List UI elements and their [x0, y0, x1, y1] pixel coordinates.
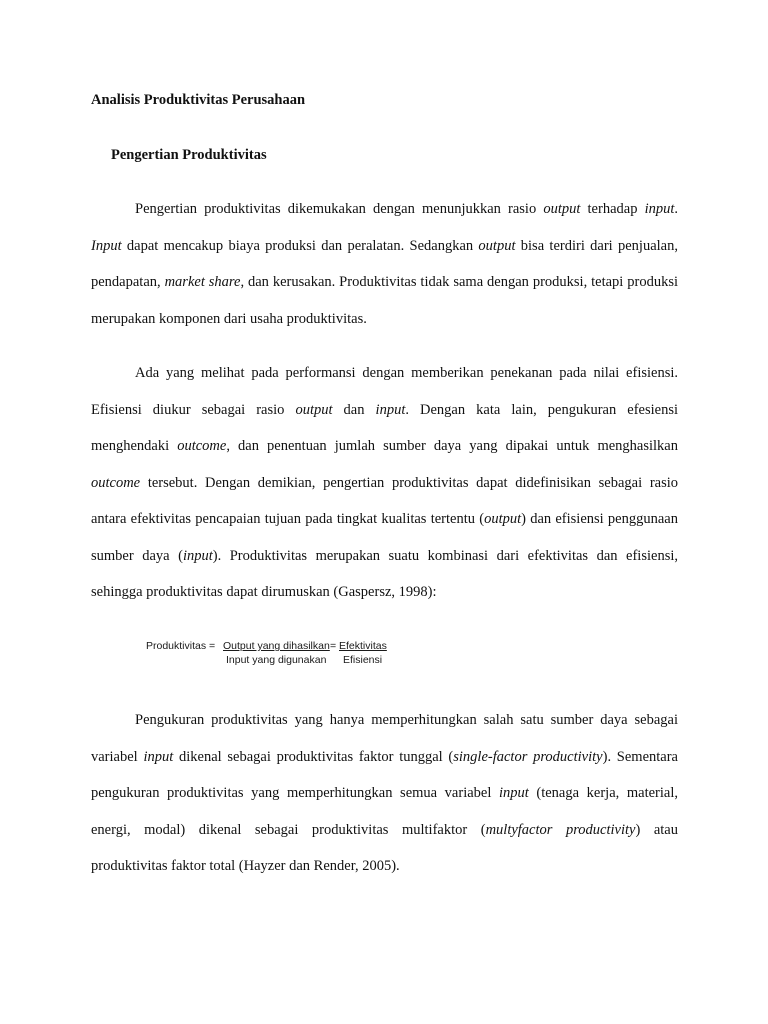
p2-italic-2: input — [375, 401, 406, 418]
paragraph-1 — [91, 191, 678, 337]
formula-denominator: Input yang digunakan — [226, 654, 327, 666]
p3-italic-1: input — [143, 748, 174, 765]
p1-italic-3: Input — [91, 237, 122, 254]
formula-lhs: Produktivitas = — [146, 640, 216, 652]
formula-numerator: Output yang dihasilkan — [223, 640, 330, 652]
p2-italic-1: output — [295, 401, 333, 418]
p2-text-2: dan — [332, 401, 376, 418]
formula-effectiveness: Efektivitas — [339, 640, 387, 652]
p1-text-1: Pengertian produktivitas dikemukakan dengan menunjukkan rasio — [135, 201, 544, 217]
p3-italic-2: single-factor productivity — [453, 748, 603, 765]
p2-italic-4: outcome — [91, 474, 141, 491]
p3-text-5: ) atau produktivitas faktor total (Hayzer dan Render, 2005). — [91, 821, 678, 874]
paragraph-3 — [91, 702, 678, 885]
p1-text-2: terhadap — [580, 201, 645, 217]
p1-text-4: dapat mencakup biaya produksi dan peralatan. Sedangkan — [121, 237, 479, 254]
p1-italic-2: input — [644, 201, 675, 217]
p2-text-5: tersebut. Dengan demikian, pengertian produktivitas dapat didefinisikan sebagai rasio antara efektivitas pencapaian tujuan pada tingkat kualitas tertentu ( — [91, 474, 678, 527]
p2-text-7: ). Produktivitas merupakan suatu kombinasi dari efektivitas dan efisiensi, sehingga produktivitas dapat dirumuskan (Gaspersz, 1998): — [91, 547, 678, 600]
p3-text-3: ). Sementara pengukuran produktivitas yang memperhitungkan semua variabel — [91, 748, 678, 801]
p3-text-2: dikenal sebagai produktivitas faktor tunggal ( — [173, 748, 454, 765]
p2-text-3: . Dengan kata lain, pengukuran efesiensi menghendaki — [91, 401, 679, 454]
p3-italic-4: multyfactor productivity — [485, 821, 636, 838]
formula-equals: = — [330, 640, 337, 652]
p1-italic-1: output — [543, 201, 581, 217]
p1-text-3: . — [674, 201, 678, 217]
p2-italic-6: input — [182, 547, 213, 564]
paragraph-2 — [91, 355, 678, 611]
document-title: Analisis Produktivitas Perusahaan — [91, 92, 306, 108]
p1-text-5: bisa terdiri dari penjualan, pendapatan, — [91, 237, 678, 290]
p1-italic-5: market share — [164, 274, 241, 290]
p2-text-1: Ada yang melihat pada performansi dengan memberikan penekanan pada nilai efisiensi. Efisiensi diukur sebagai rasio — [91, 365, 678, 418]
formula-efficiency: Efisiensi — [343, 654, 383, 666]
p1-italic-4: output — [478, 237, 516, 254]
p2-text-6: ) dan efisiensi penggunaan sumber daya ( — [91, 511, 678, 564]
p3-text-4: (tenaga kerja, material, energi, modal) dikenal sebagai produktivitas multifaktor ( — [91, 785, 678, 838]
p1-text-6: , dan kerusakan. Produktivitas tidak sama dengan produksi, tetapi produksi merupakan komponen dari usaha produktivitas. — [91, 274, 679, 327]
p3-italic-3: input — [498, 785, 529, 801]
p3-text-1: Pengukuran produktivitas yang hanya memperhitungkan salah satu sumber daya sebagai variabel — [91, 712, 678, 765]
p2-italic-3: outcome — [177, 438, 227, 454]
p2-italic-5: output — [484, 511, 522, 527]
p2-text-4: , dan penentuan jumlah sumber daya yang dipakai untuk menghasilkan — [226, 438, 678, 454]
section-heading: Pengertian Produktivitas — [111, 147, 267, 163]
